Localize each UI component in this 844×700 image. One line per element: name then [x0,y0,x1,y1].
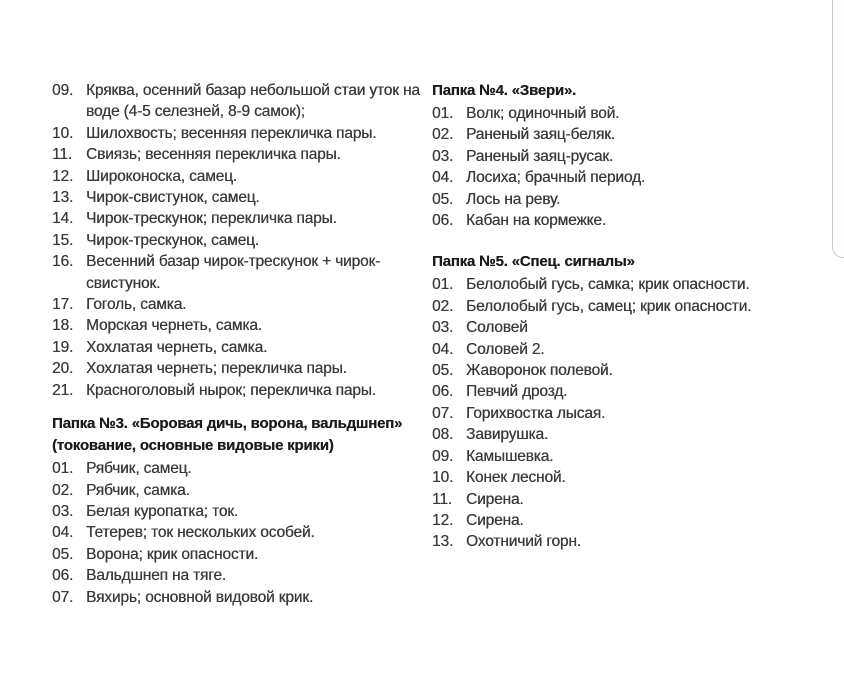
item-number: 10. [52,124,74,142]
item-text: Красноголовый нырок; перекличка пары. [86,381,376,399]
list-item [432,146,800,167]
item-text: Белолобый гусь, самка; крик опасности. [466,276,750,294]
list-item [52,123,424,144]
item-text: Чирок-свистунок, самец. [86,189,260,207]
item-text: Горихвостка лысая. [466,404,606,422]
item-number: 01. [432,105,454,122]
item-number: 06. [52,567,74,585]
item-text: Морская чернеть, самка. [86,317,262,335]
item-number: 02. [432,297,454,315]
item-number: 05. [432,190,454,208]
item-number: 01. [432,276,454,294]
list-item [52,315,424,336]
item-text: Шилохвость; весенняя перекличка пары. [86,124,377,142]
list-item [432,424,800,445]
item-text: Кабан на кормежке. [466,212,606,230]
list-item [432,403,800,424]
list-item [432,296,800,317]
list-item [52,587,424,608]
item-number: 02. [52,481,74,499]
list-section [52,80,424,401]
item-number: 12. [52,167,74,185]
item-number: 18. [52,317,74,335]
item-text: Чирок-трескунок; перекличка пары. [86,210,337,228]
item-text: Рябчик, самка. [86,481,190,499]
item-text: Волк; одиночный вой. [466,105,620,122]
item-number: 02. [432,126,454,144]
item-number: 03. [432,319,454,337]
item-text: Белая куропатка; ток. [86,502,239,520]
list-item [432,210,800,231]
section-heading: Папка №5. «Спец. сигналы» [432,253,635,271]
list-item [432,317,800,338]
list-item [52,187,424,208]
item-text: Лось на реву. [466,190,561,208]
item-text: Вяхирь; основной видовой крик. [86,588,314,606]
item-text: Певчий дрозд. [466,383,568,401]
list-item [432,467,800,488]
item-number: 06. [432,212,454,230]
list-item [52,166,424,187]
list-item [52,144,424,165]
list-item [432,274,800,295]
item-text: Широконоска, самец. [86,167,237,185]
list-item [52,501,424,522]
item-number: 05. [432,362,454,380]
item-number: 15. [52,231,74,249]
item-text: Хохлатая чернеть, самка. [86,338,268,356]
list-item [432,124,800,145]
list-item [432,531,800,552]
item-text: Жаворонок полевой. [466,362,613,380]
list-item [52,230,424,251]
item-text: Свиязь; весенняя перекличка пары. [86,146,341,164]
item-number: 12. [432,511,454,529]
column-right [432,80,800,608]
item-text: Завирушка. [466,426,549,444]
item-number: 21. [52,381,74,399]
item-text: Гоголь, самка. [86,296,187,314]
item-number: 07. [52,588,74,606]
item-text: Охотничий горн. [466,533,581,551]
item-number: 03. [432,147,454,165]
item-number: 09. [432,447,454,465]
list-section [432,80,800,231]
item-text: Белолобый гусь, самец; крик опасности. [466,297,752,315]
item-text: Вальдшнеп на тяге. [86,567,226,585]
item-number: 03. [52,502,74,520]
item-number: 04. [432,340,454,358]
list-item [52,251,424,294]
item-text: Соловей [466,319,528,337]
item-text: Сирена. [466,490,524,508]
item-number: 01. [52,460,74,478]
list-item [52,380,424,401]
item-number: 09. [52,82,74,99]
list-item [52,480,424,501]
item-number: 06. [432,383,454,401]
item-number: 13. [52,189,74,207]
item-number: 05. [52,545,74,563]
section-heading: Папка №4. «Звери». [432,82,576,99]
item-text: Хохлатая чернеть; перекличка пары. [86,360,347,378]
list-item [432,189,800,210]
item-number: 17. [52,296,74,314]
list-item [432,339,800,360]
list-item [52,358,424,379]
list-item [432,510,800,531]
item-text: Сирена. [466,511,524,529]
list-item [52,294,424,315]
item-text: Кряква, осенний базар небольшой стаи уток на воде (4-5 селезней, 8-9 самок); [86,82,420,121]
list-item [52,458,424,479]
scanned-text-content [52,80,800,608]
item-text: Камышевка. [466,447,554,465]
item-text: Раненый заяц-русак. [466,147,614,165]
item-number: 20. [52,360,74,378]
column-left [52,80,424,608]
item-text: Чирок-трескунок, самец. [86,231,259,249]
item-number: 11. [52,146,72,164]
item-number: 07. [432,404,454,422]
item-text: Рябчик, самец. [86,460,192,478]
list-item [432,446,800,467]
item-number: 11. [432,490,452,508]
item-number: 10. [432,469,454,487]
item-number: 13. [432,533,454,551]
list-section [432,251,800,552]
item-number: 04. [432,169,454,187]
list-section [52,413,424,608]
list-item [52,208,424,229]
item-text: Ворона; крик опасности. [86,545,259,563]
list-item [52,80,424,123]
list-item [432,167,800,188]
section-heading: Папка №3. «Боровая дичь, ворона, вальдшнеп» (токование, основные видовые крики) [52,415,403,455]
item-text: Раненый заяц-беляк. [466,126,615,144]
item-number: 14. [52,210,74,228]
list-item [52,544,424,565]
item-number: 08. [432,426,454,444]
item-text: Тетерев; ток нескольких особей. [86,524,315,542]
list-item [432,489,800,510]
item-text: Конек лесной. [466,469,566,487]
item-text: Лосиха; брачный период. [466,169,646,187]
item-number: 19. [52,338,74,356]
list-item [432,360,800,381]
item-text: Соловей 2. [466,340,545,358]
list-item [432,103,800,124]
item-text: Весенний базар чирок-трескунок + чирок-свистунок. [86,253,381,292]
list-item [52,565,424,586]
list-item [52,337,424,358]
item-number: 04. [52,524,74,542]
scrollbar-thumb[interactable] [832,0,844,258]
list-item [432,381,800,402]
list-item [52,522,424,543]
item-number: 16. [52,253,74,271]
